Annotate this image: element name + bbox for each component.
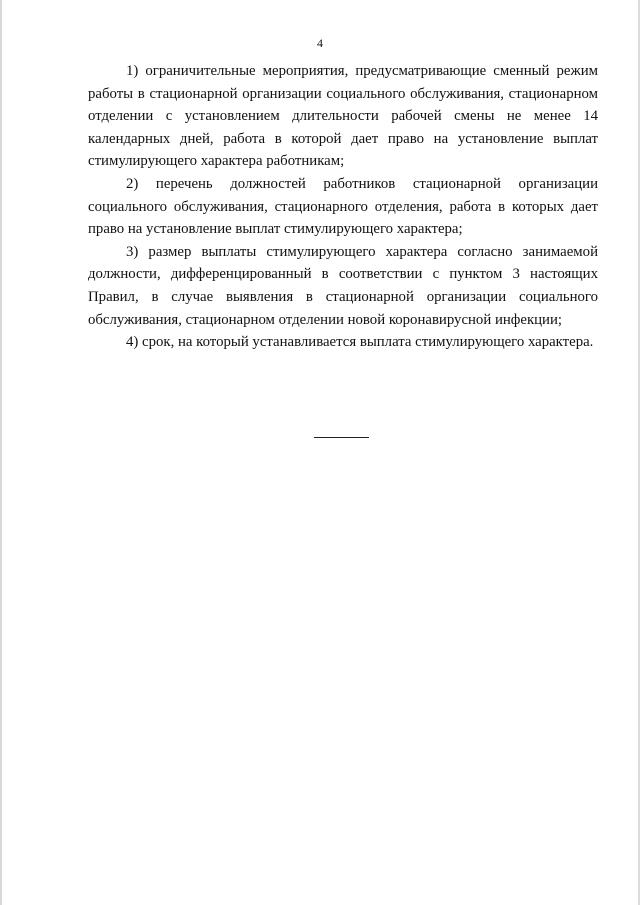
page-number: 4 xyxy=(317,36,323,50)
list-item-1: 1) ограничительные мероприятия, предусматривающие сменный режим работы в стационарной организации социального обслуживания, стационарном отделении с установлением длительности рабочей смены не менее 14 календарных дней, работа в которой дает право на установление выплат стимулирующего характера работникам; xyxy=(88,63,598,170)
list-item-2: 2) перечень должностей работников стационарной организации социального обслуживания, стационарного отделения, работа в которых дает право на установление выплат стимулирующего характера; xyxy=(88,175,598,238)
list-item-3: 3) размер выплаты стимулирующего характера согласно занимаемой должности, дифференцированный в соответствии с пунктом 3 настоящих Правил, в случае выявления в стационарной организации социального обслуживания, стационарном отделении новой коронавирусной инфекции; xyxy=(88,243,598,328)
scan-edge-left xyxy=(0,0,2,905)
document-body xyxy=(88,60,598,354)
list-item-4: 4) срок, на который устанавливается выплата стимулирующего характера. xyxy=(126,334,594,351)
end-separator-line xyxy=(314,437,369,438)
